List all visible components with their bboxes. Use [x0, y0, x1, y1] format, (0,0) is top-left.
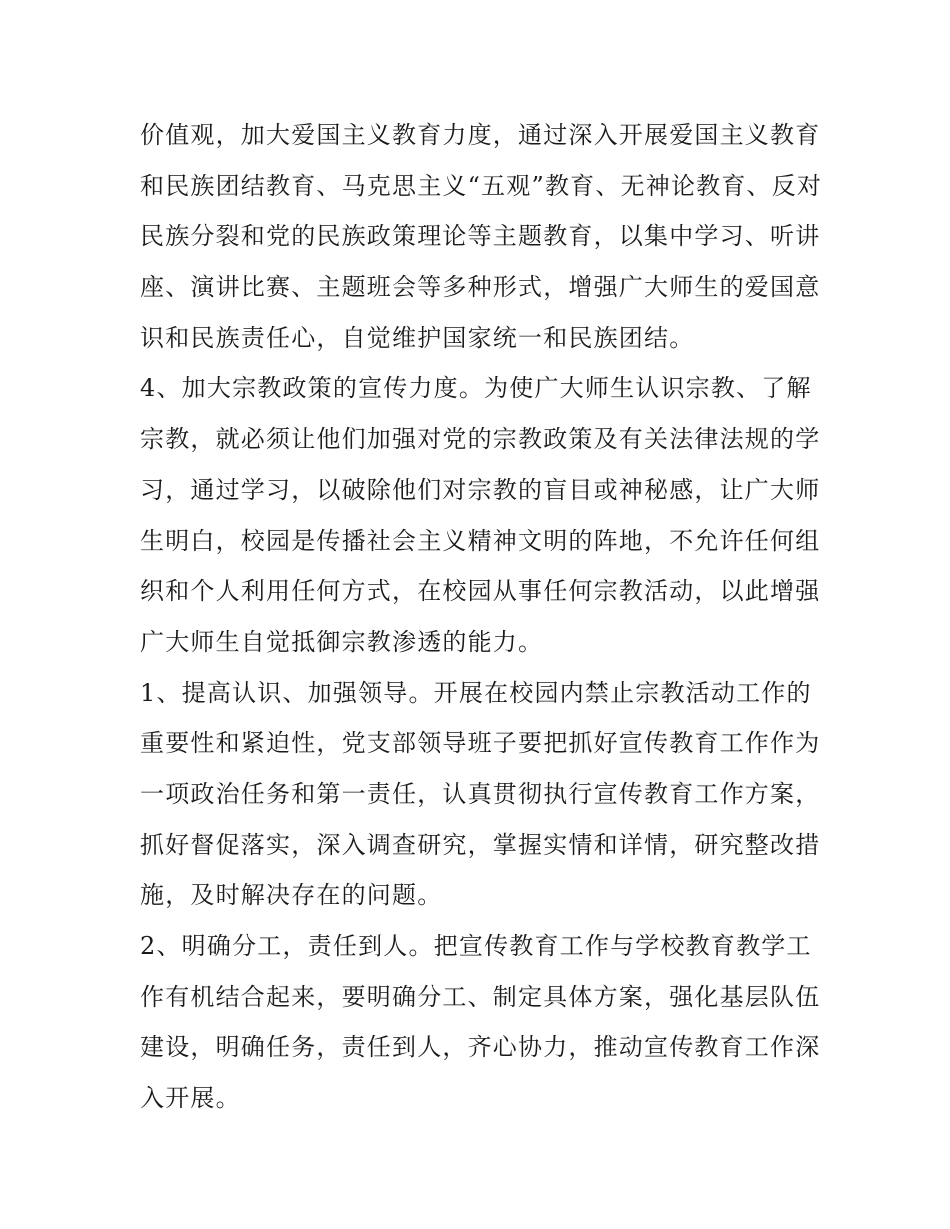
text-line: 作有机结合起来，要明确分工、制定具体方案，强化基层队伍 — [140, 982, 821, 1011]
text-line: 4、加大宗教政策的宣传力度。为使广大师生认识宗教、了解 — [140, 374, 812, 403]
text-line: 价值观，加大爱国主义教育力度，通过深入开展爱国主义教育 — [140, 121, 821, 149]
text-line: 广大师生自觉抵御宗教渗透的能力。 — [140, 627, 544, 656]
text-line: 生明白，校园是传播社会主义精神文明的阵地，不允许任何组 — [140, 526, 821, 555]
text-line: 民族分裂和党的民族政策理论等主题教育，以集中学习、听讲 — [140, 222, 821, 251]
text-line: 习，通过学习，以破除他们对宗教的盲目或神秘感，让广大师 — [140, 475, 821, 504]
text-line: 建设，明确任务，责任到人，齐心协力，推动宣传教育工作深 — [140, 1033, 821, 1062]
text-line: 1、提高认识、加强领导。开展在校园内禁止宗教活动工作的 — [140, 678, 812, 707]
text-line: 和民族团结教育、马克思主义“五观”教育、无神论教育、反对 — [140, 171, 823, 200]
text-line: 一项政治任务和第一责任，认真贯彻执行宣传教育工作方案， — [140, 779, 821, 808]
text-line: 织和个人利用任何方式，在校园从事任何宗教活动，以此增强 — [140, 577, 821, 606]
text-line: 识和民族责任心，自觉维护国家统一和民族团结。 — [140, 323, 695, 352]
text-line: 入开展。 — [140, 1084, 241, 1113]
text-line: 施，及时解决存在的问题。 — [140, 881, 443, 910]
text-line: 2、明确分工，责任到人。把宣传教育工作与学校教育教学工 — [140, 932, 812, 960]
document-body — [140, 110, 823, 1124]
text-line: 座、演讲比赛、主题班会等多种形式，增强广大师生的爱国意 — [140, 273, 821, 302]
text-line: 抓好督促落实，深入调查研究，掌握实情和详情，研究整改措 — [140, 830, 821, 859]
text-line: 重要性和紧迫性，党支部领导班子要把抓好宣传教育工作作为 — [140, 729, 821, 758]
text-line: 宗教，就必须让他们加强对党的宗教政策及有关法律法规的学 — [140, 425, 821, 454]
